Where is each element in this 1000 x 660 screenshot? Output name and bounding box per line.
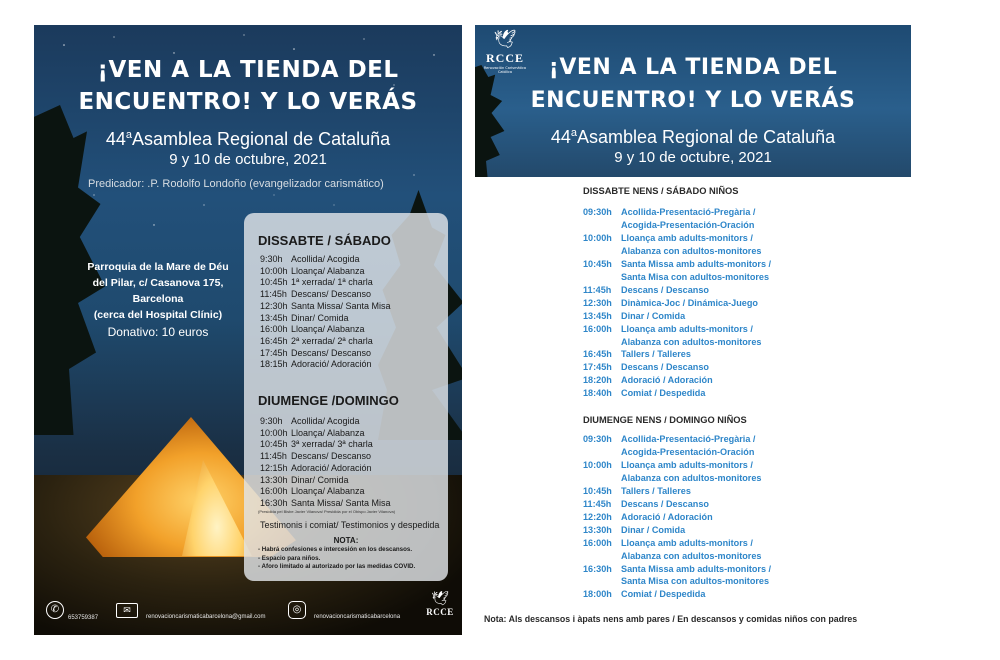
schedule-activity: Descans / Descanso [621, 362, 709, 373]
schedule-activity: Adoració/ Adoración [291, 462, 372, 473]
schedule-activity: Santa Missa amb adults-monitors / Santa Misa con adultos-monitores [621, 258, 772, 282]
contact-bar [34, 601, 462, 631]
phone-number: 653759387 [68, 615, 99, 621]
schedule-activity: Adoració / Adoración [621, 375, 713, 386]
schedule-activity: Santa Missa/ Santa Misa [291, 300, 391, 311]
saturday-heading: DISSABTE / SÁBADO [258, 233, 391, 248]
schedule-activity: Acollida/ Acogida [291, 254, 360, 264]
schedule-row [260, 313, 391, 325]
schedule-row [260, 451, 391, 463]
kids-schedule-row [583, 524, 771, 537]
schedule-activity: Tallers / Talleres [621, 485, 691, 496]
schedule-activity: Acollida-Presentació-Pregària / Acogida-Presentación-Oración [621, 207, 756, 230]
donation-text: Donativo: 10 euros [107, 325, 209, 339]
schedule-activity: Comiat / Despedida [621, 589, 706, 600]
kids-schedule-row [583, 498, 771, 511]
schedule-time: 16:00h [260, 324, 288, 335]
dove-icon: 🕊 [493, 29, 517, 50]
schedule-activity: Lloança/ Alabanza [291, 324, 365, 335]
instagram-handle: renovacioncarismaticabarcelona [314, 614, 401, 620]
schedule-time: 11:45h [583, 498, 612, 509]
poster-title-line-2: ENCUENTRO! Y LO VERÁS [78, 89, 418, 115]
schedule-activity: Descans / Descanso [621, 498, 709, 509]
schedule-time: 16:45h [260, 335, 288, 346]
schedule-row [260, 289, 391, 301]
schedule-time: 13:45h [260, 312, 288, 323]
kids-schedule-row [583, 485, 771, 498]
schedule-time: 10:00h [260, 427, 288, 438]
schedule-row [260, 266, 391, 278]
kids-sunday-schedule [583, 433, 771, 601]
schedule-activity: Acollida-Presentació-Pregària / Acogida-Presentación-Oración [621, 434, 756, 457]
kids-schedule-row [583, 310, 771, 323]
schedule-time: 16:30h [583, 563, 612, 574]
kids-saturday-heading: DISSABTE NENS / SÁBADO NIÑOS [583, 186, 739, 196]
schedule-activity: Dinar/ Comida [291, 312, 349, 323]
schedule-activity: Lloança amb adults-monitors / Alabanza con adultos-monitores [621, 537, 762, 561]
schedule-activity: Descans/ Descanso [291, 347, 372, 358]
rcce-logo: 🕊 RCCE [423, 591, 457, 631]
schedule-row [260, 463, 391, 475]
schedule-activity: Tallers / Talleres [621, 349, 691, 360]
schedule-time: 09:30h [583, 434, 612, 444]
schedule-activity: Acollida/ Acogida [291, 416, 360, 426]
schedule-row [260, 486, 391, 498]
kids-schedule-row [583, 387, 771, 400]
schedule-row [260, 336, 391, 348]
schedule-time: 18:15h [260, 359, 288, 370]
schedule-time: 13:45h [583, 310, 612, 321]
note-item: - Espacio para niños. [258, 554, 321, 562]
schedule-time: 10:45h [583, 485, 612, 496]
kids-schedule-row [583, 459, 771, 485]
kids-schedule-row [583, 258, 771, 284]
dove-icon: 🕊 [431, 591, 449, 607]
venue-line: del Pilar, c/ Casanova 175, [92, 277, 224, 289]
kids-schedule-row [583, 284, 771, 297]
schedule-activity: Adoració/ Adoración [291, 359, 372, 370]
schedule-row [260, 277, 391, 289]
schedule-activity: Lloança/ Alabanza [291, 486, 365, 497]
schedule-time: 16:00h [583, 323, 612, 334]
schedule-time: 9:30h [260, 254, 283, 264]
schedule-row [260, 428, 391, 440]
schedule-card [244, 213, 448, 581]
right-poster [475, 25, 911, 635]
poster-title-line-1: ¡VEN A LA TIENDA DEL [97, 57, 399, 83]
schedule-activity: Lloança/ Alabanza [291, 427, 365, 438]
schedule-activity: Lloança amb adults-monitors / Alabanza con adultos-monitores [621, 459, 762, 483]
schedule-time: 17:45h [260, 347, 288, 358]
schedule-activity: Comiat / Despedida [621, 388, 706, 399]
schedule-time: 12:30h [260, 300, 288, 311]
schedule-row [260, 359, 391, 371]
assembly-subtitle: 44$^a$Asamblea Regional de Cataluña [105, 129, 391, 149]
schedule-time: 10:45h [583, 258, 612, 269]
schedule-row [260, 254, 391, 266]
sunday-schedule [260, 416, 391, 510]
kids-schedule-row [583, 537, 771, 563]
schedule-time: 9:30h [260, 416, 283, 426]
kids-schedule-row [583, 588, 771, 601]
schedule-activity: Dinar / Comida [621, 524, 686, 535]
schedule-time: 11:45h [260, 451, 287, 462]
rcce-logo: 🕊 RCCE Renovación Carismática Católica [479, 29, 531, 87]
schedule-time: 16:00h [583, 537, 612, 548]
schedule-activity: Lloança amb adults-monitors / Alabanza con adultos-monitores [621, 323, 762, 347]
schedule-row [260, 498, 391, 510]
schedule-time: 12:20h [583, 511, 612, 522]
schedule-activity: 2ª xerrada/ 2ª charla [291, 335, 373, 346]
venue-line: (cerca del Hospital Clínic) [93, 309, 223, 321]
schedule-activity: Descans/ Descanso [291, 451, 372, 462]
schedule-time: 11:45h [260, 289, 287, 300]
poster-title-line-2: ENCUENTRO! Y LO VERÁS [530, 88, 856, 113]
testimony-line: Testimonis i comiat/ Testimonios y despedida [260, 520, 440, 530]
mail-icon: ✉ [116, 603, 138, 618]
header-banner [475, 25, 911, 177]
venue-line: Parroquia de la Mare de Déu [87, 261, 229, 273]
schedule-activity: Lloança/ Alabanza [291, 265, 365, 276]
kids-schedule-row [583, 297, 771, 310]
schedule-time: 13:30h [583, 524, 612, 535]
schedule-row [260, 348, 391, 360]
kids-schedule-row [583, 206, 771, 232]
sunday-heading: DIUMENGE /DOMINGO [258, 393, 399, 408]
schedule-activity: Lloança amb adults-monitors / Alabanza con adultos-monitores [621, 232, 762, 256]
preacher-line: Predicador: .P. Rodolfo Londoño (evangelizador carismático) [88, 178, 384, 190]
schedule-row [260, 416, 391, 428]
schedule-row [260, 475, 391, 487]
schedule-time: 16:45h [583, 349, 612, 360]
kids-schedule-row [583, 563, 771, 589]
schedule-time: 16:00h [260, 486, 288, 497]
kids-schedule-row [583, 511, 771, 524]
note-item: - Habrá confesiones e intercesión en los descansos. [258, 546, 413, 553]
kids-schedule-row [583, 374, 771, 387]
schedule-time: 10:00h [583, 459, 612, 470]
schedule-time: 17:45h [583, 362, 612, 373]
assembly-subtitle: 44$^a$Asamblea Regional de Cataluña [550, 127, 836, 147]
schedule-time: 18:20h [583, 375, 612, 386]
venue-line: Barcelona [132, 293, 184, 305]
schedule-activity: Santa Missa/ Santa Misa [291, 497, 391, 508]
kids-schedule-row [583, 323, 771, 349]
schedule-activity: Santa Missa amb adults-monitors / Santa Misa con adultos-monitores [621, 563, 772, 587]
schedule-time: 10:00h [583, 232, 612, 243]
schedule-time: 12:15h [260, 462, 288, 473]
email-address: renovacioncarismaticabarcelona@gmail.com [146, 614, 266, 620]
saturday-schedule [260, 254, 391, 371]
kids-schedule-row [583, 348, 771, 361]
phone-icon: ✆ [46, 601, 64, 619]
kids-note: Nota: Als descansos i àpats nens amb pares / En descansos y comidas niños con padres [484, 614, 858, 624]
schedule-row [260, 439, 391, 451]
schedule-time: 16:30h [260, 497, 288, 508]
schedule-time: 18:40h [583, 388, 612, 399]
schedule-time: 18:00h [583, 589, 612, 600]
schedule-time: 09:30h [583, 207, 612, 217]
schedule-activity: 1ª xerrada/ 1ª charla [291, 277, 373, 288]
event-date: 9 y 10 de octubre, 2021 [614, 149, 772, 166]
schedule-row [260, 301, 391, 313]
instagram-icon: ◎ [288, 601, 306, 619]
kids-schedule-row [583, 433, 771, 459]
note-item: - Aforo limitado al autorizado por las medidas COVID. [258, 563, 416, 570]
schedule-activity: Descans / Descanso [621, 284, 709, 295]
schedule-time: 10:45h [260, 439, 288, 450]
schedule-time: 10:45h [260, 277, 288, 288]
kids-schedule-row [583, 232, 771, 258]
schedule-activity: Adoració / Adoración [621, 511, 713, 522]
schedule-time: 13:30h [260, 474, 288, 485]
schedule-time: 10:00h [260, 265, 288, 276]
kids-schedule-row [583, 361, 771, 374]
schedule-time: 11:45h [583, 284, 612, 295]
event-date: 9 y 10 de octubre, 2021 [169, 151, 327, 168]
mass-presider-note: (Presidida pel Bisbe Javier Vilanova/ Presidida por el Obispo Javier Vilanova) [258, 509, 396, 514]
kids-saturday-schedule [583, 206, 771, 400]
schedule-activity: Dinar/ Comida [291, 474, 349, 485]
notes-list [258, 546, 415, 572]
schedule-activity: Descans/ Descanso [291, 289, 372, 300]
schedule-activity: Dinar / Comida [621, 310, 686, 321]
schedule-time: 12:30h [583, 297, 612, 308]
left-poster [34, 25, 462, 635]
kids-sunday-heading: DIUMENGE NENS / DOMINGO NIÑOS [583, 415, 747, 425]
poster-title-line-1: ¡VEN A LA TIENDA DEL [548, 55, 838, 80]
venue-address [68, 259, 248, 323]
schedule-activity: Dinàmica-Joc / Dinámica-Juego [621, 297, 758, 308]
note-heading: NOTA: [333, 536, 359, 545]
schedule-activity: 3ª xerrada/ 3ª charla [291, 439, 373, 450]
schedule-row [260, 324, 391, 336]
